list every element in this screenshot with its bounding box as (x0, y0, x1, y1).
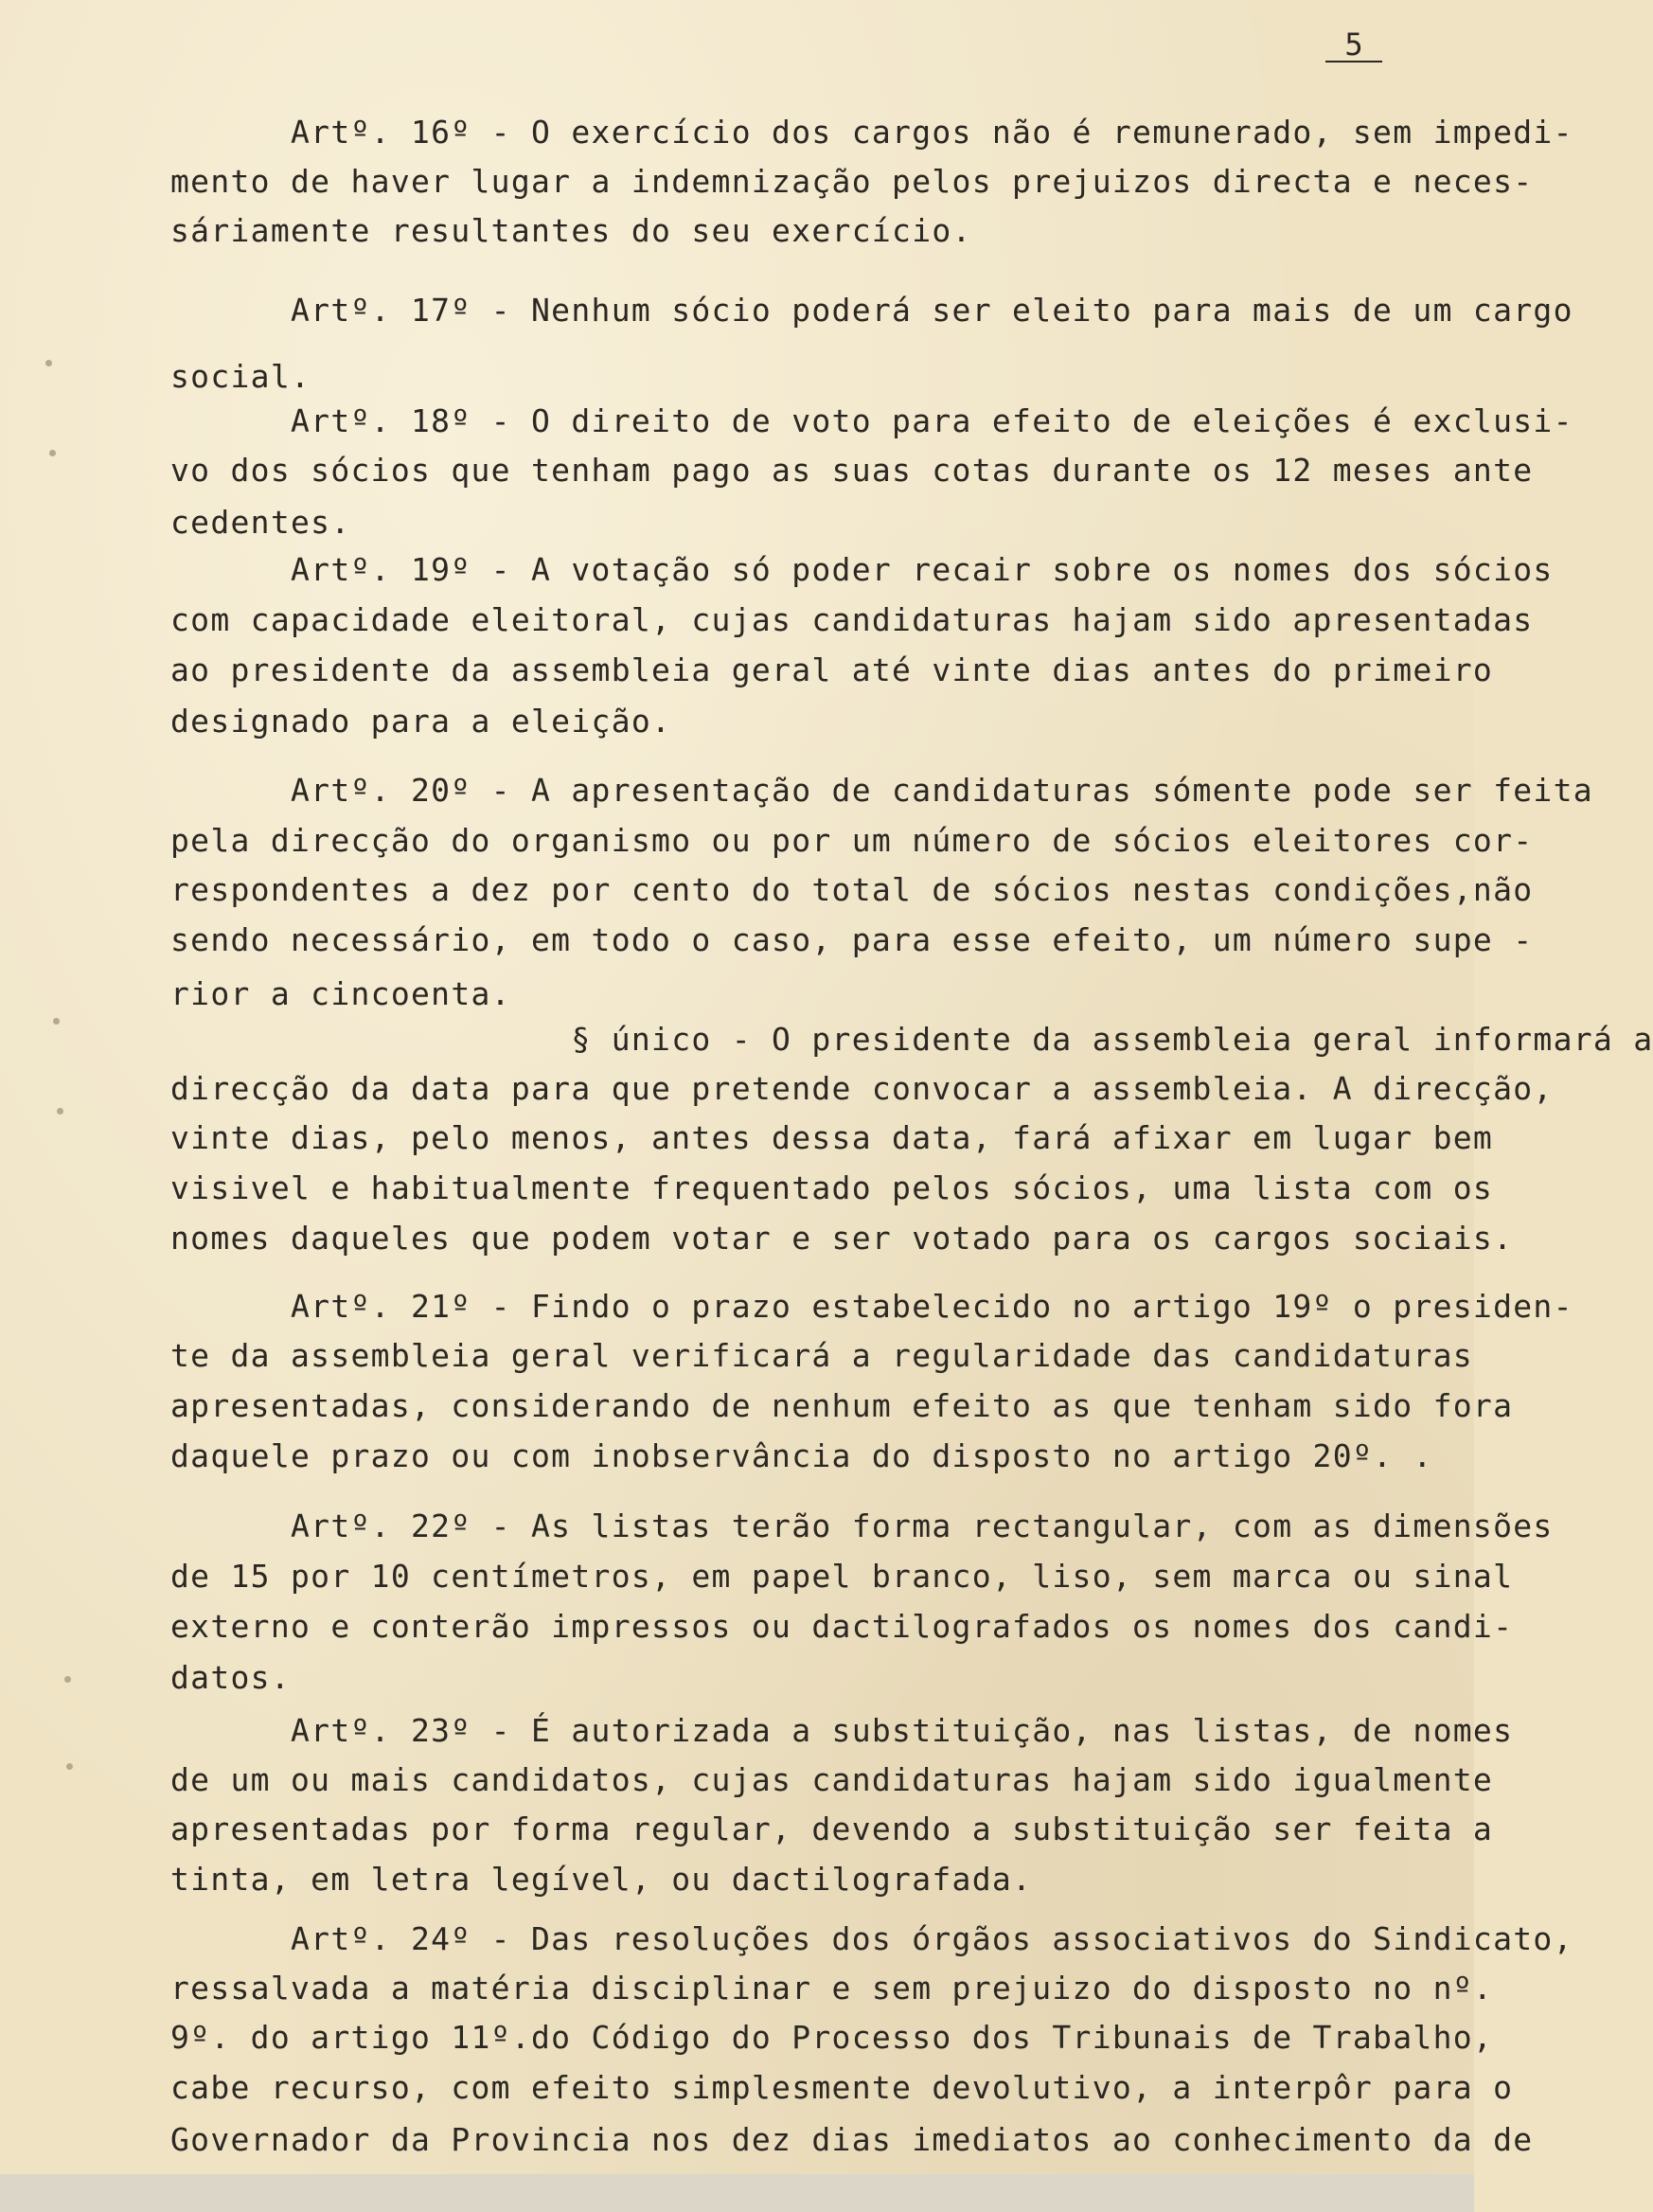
text-line: Artº. 23º - É autorizada a substituição, nas listas, de nomes (170, 1712, 1514, 1749)
text-line: sendo necessário, em todo o caso, para esse efeito, um número supe - (170, 921, 1534, 958)
text-line: nomes daqueles que podem votar e ser votado para os cargos sociais. (170, 1220, 1514, 1257)
text-line: tinta, em letra legível, ou dactilografada. (170, 1861, 1033, 1898)
page-number: 5 (1325, 28, 1382, 62)
text-line: apresentadas por forma regular, devendo a substituição ser feita a (170, 1811, 1494, 1847)
text-line: visivel e habitualmente frequentado pelos sócios, uma lista com os (170, 1169, 1494, 1206)
text-line: sáriamente resultantes do seu exercício. (170, 212, 972, 249)
text-line: Governador da Provincia nos dez dias imediatos ao conhecimento da de (170, 2121, 1534, 2158)
text-line: Artº. 17º - Nenhum sócio poderá ser eleito para mais de um cargo (170, 292, 1573, 329)
text-line: mento de haver lugar a indemnização pelos prejuizos directa e neces- (170, 163, 1534, 200)
text-line: Artº. 18º - O direito de voto para efeito de eleições é exclusi- (170, 402, 1573, 439)
text-line: externo e conterão impressos ou dactilografados os nomes dos candi- (170, 1608, 1514, 1645)
text-line: pela direcção do organismo ou por um número de sócios eleitores cor- (170, 822, 1534, 859)
text-line: social. (170, 358, 311, 395)
text-line: respondentes a dez por cento do total de sócios nestas condições,não (170, 871, 1534, 908)
scan-bottom-band (0, 2174, 1474, 2212)
binding-hole-mark (45, 360, 52, 366)
text-line: de um ou mais candidatos, cujas candidaturas hajam sido igualmente (170, 1761, 1494, 1798)
text-line: apresentadas, considerando de nenhum efeito as que tenham sido fora (170, 1387, 1514, 1424)
text-line: rior a cincoenta. (170, 975, 511, 1012)
binding-hole-mark (66, 1763, 73, 1770)
text-line: vinte dias, pelo menos, antes dessa data, fará afixar em lugar bem (170, 1119, 1494, 1156)
text-line: Artº. 19º - A votação só poder recair sobre os nomes dos sócios (170, 551, 1554, 588)
binding-hole-mark (49, 450, 56, 456)
text-line: de 15 por 10 centímetros, em papel branco, liso, sem marca ou sinal (170, 1558, 1514, 1595)
text-line: direcção da data para que pretende convocar a assembleia. A direcção, (170, 1070, 1554, 1107)
text-line: vo dos sócios que tenham pago as suas cotas durante os 12 meses ante (170, 452, 1534, 489)
text-line: Artº. 20º - A apresentação de candidaturas sómente pode ser feita (170, 772, 1593, 809)
text-line: cabe recurso, com efeito simplesmente devolutivo, a interpôr para o (170, 2069, 1514, 2106)
text-line: Artº. 22º - As listas terão forma rectangular, com as dimensões (170, 1507, 1554, 1544)
binding-hole-mark (57, 1108, 63, 1115)
text-line: 9º. do artigo 11º.do Código do Processo dos Tribunais de Trabalho, (170, 2019, 1494, 2056)
text-line: Artº. 24º - Das resoluções dos órgãos associativos do Sindicato, (170, 1920, 1573, 1957)
text-line: designado para a eleição. (170, 703, 672, 740)
text-line: te da assembleia geral verificará a regularidade das candidaturas (170, 1337, 1473, 1374)
text-line: Artº. 16º - O exercício dos cargos não é remunerado, sem impedi- (170, 114, 1573, 151)
text-line: ressalvada a matéria disciplinar e sem prejuizo do disposto no nº. (170, 1970, 1494, 2007)
text-line: com capacidade eleitoral, cujas candidaturas hajam sido apresentadas (170, 601, 1534, 638)
text-line: ao presidente da assembleia geral até vinte dias antes do primeiro (170, 651, 1494, 688)
binding-hole-mark (64, 1676, 71, 1683)
text-line: datos. (170, 1659, 292, 1696)
text-line: daquele prazo ou com inobservância do disposto no artigo 20º. . (170, 1437, 1433, 1474)
text-line: Artº. 21º - Findo o prazo estabelecido no artigo 19º o presiden- (170, 1288, 1573, 1325)
binding-hole-mark (53, 1018, 60, 1025)
text-line: cedentes. (170, 504, 351, 541)
text-line: § único - O presidente da assembleia geral informará a (170, 1021, 1653, 1058)
